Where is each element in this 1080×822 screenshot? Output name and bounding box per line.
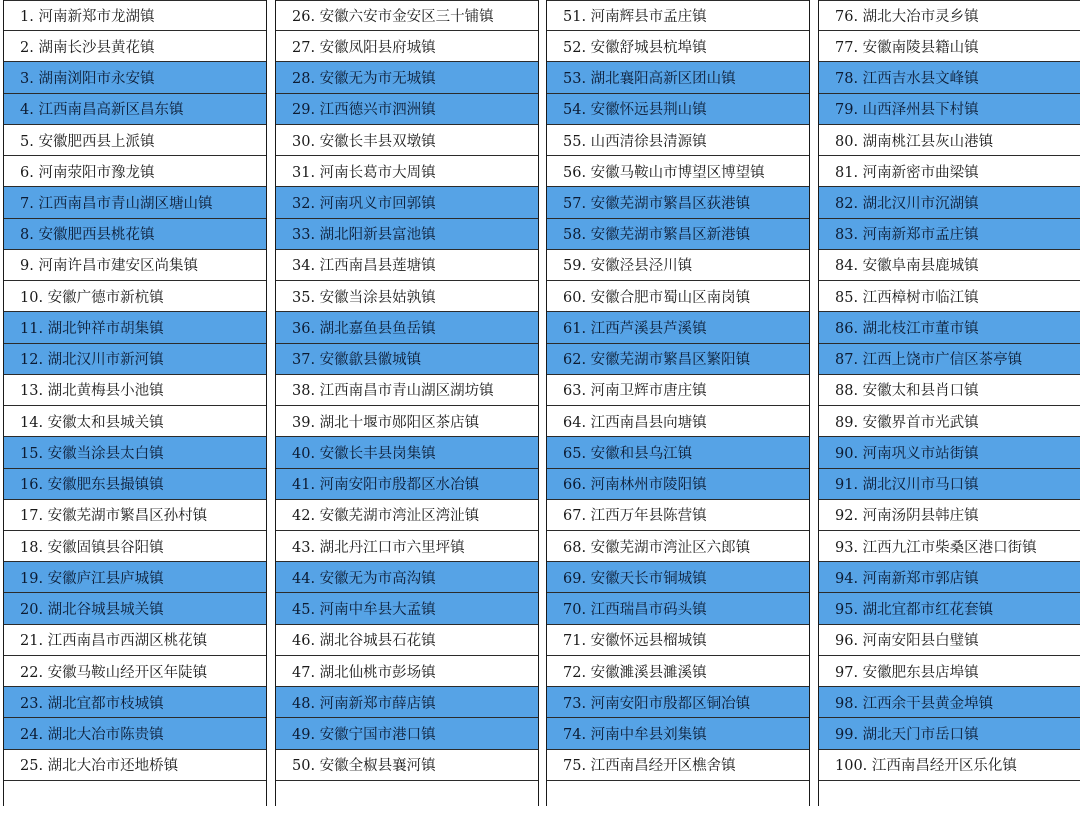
table-row: 64. 江西南昌县向塘镇	[547, 406, 809, 437]
table-row-highlighted: 36. 湖北嘉鱼县鱼岳镇	[276, 312, 538, 343]
table-row: 96. 河南安阳县白璧镇	[819, 625, 1080, 656]
table-row: 42. 安徽芜湖市湾沚区湾沚镇	[276, 500, 538, 531]
table-row: 59. 安徽泾县泾川镇	[547, 250, 809, 281]
table-row-highlighted: 28. 安徽无为市无城镇	[276, 62, 538, 93]
table-row: 75. 江西南昌经开区樵舍镇	[547, 750, 809, 781]
table-row: 51. 河南辉县市孟庄镇	[547, 0, 809, 31]
table-row-highlighted: 16. 安徽肥东县撮镇镇	[4, 469, 266, 500]
table-row-highlighted: 12. 湖北汉川市新河镇	[4, 344, 266, 375]
table-row: 27. 安徽凤阳县府城镇	[276, 31, 538, 62]
table-row-highlighted: 53. 湖北襄阳高新区团山镇	[547, 62, 809, 93]
table-row: 47. 湖北仙桃市彭场镇	[276, 656, 538, 687]
table-row: 97. 安徽肥东县店埠镇	[819, 656, 1080, 687]
table-row-highlighted: 74. 河南中牟县刘集镇	[547, 718, 809, 749]
table-row: 26. 安徽六安市金安区三十铺镇	[276, 0, 538, 31]
table-row: 10. 安徽广德市新杭镇	[4, 281, 266, 312]
table-row: 22. 安徽马鞍山经开区年陡镇	[4, 656, 266, 687]
table-row-highlighted: 4. 江西南昌高新区昌东镇	[4, 94, 266, 125]
table-row-highlighted: 62. 安徽芜湖市繁昌区繁阳镇	[547, 344, 809, 375]
table-row-highlighted: 29. 江西德兴市泗洲镇	[276, 94, 538, 125]
table-row: 21. 江西南昌市西湖区桃花镇	[4, 625, 266, 656]
table-row-highlighted: 23. 湖北宜都市枝城镇	[4, 687, 266, 718]
table-row: 43. 湖北丹江口市六里坪镇	[276, 531, 538, 562]
table-row-highlighted: 86. 湖北枝江市董市镇	[819, 312, 1080, 343]
table-row: 60. 安徽合肥市蜀山区南岗镇	[547, 281, 809, 312]
table-row-highlighted: 32. 河南巩义市回郭镇	[276, 187, 538, 218]
table-row-highlighted: 37. 安徽歙县徽城镇	[276, 344, 538, 375]
table-row: 9. 河南许昌市建安区尚集镇	[4, 250, 266, 281]
table-row-highlighted: 48. 河南新郑市薛店镇	[276, 687, 538, 718]
table-row: 39. 湖北十堰市郧阳区茶店镇	[276, 406, 538, 437]
table-row: 93. 江西九江市柴桑区港口街镇	[819, 531, 1080, 562]
table-row-highlighted: 99. 湖北天门市岳口镇	[819, 718, 1080, 749]
table-row: 38. 江西南昌市青山湖区湖坊镇	[276, 375, 538, 406]
table-row: 89. 安徽界首市光武镇	[819, 406, 1080, 437]
table-row: 72. 安徽濉溪县濉溪镇	[547, 656, 809, 687]
table-row: 77. 安徽南陵县籍山镇	[819, 31, 1080, 62]
table-row-highlighted: 33. 湖北阳新县富池镇	[276, 219, 538, 250]
table-row-highlighted: 7. 江西南昌市青山湖区塘山镇	[4, 187, 266, 218]
table-row-highlighted: 44. 安徽无为市高沟镇	[276, 562, 538, 593]
table-column-4	[818, 0, 1080, 806]
table-row: 71. 安徽怀远县榴城镇	[547, 625, 809, 656]
table-column-2	[275, 0, 539, 806]
table-row: 88. 安徽太和县肖口镇	[819, 375, 1080, 406]
table-row-highlighted: 49. 安徽宁国市港口镇	[276, 718, 538, 749]
table-row-highlighted: 98. 江西余干县黄金埠镇	[819, 687, 1080, 718]
table-row-highlighted: 45. 河南中牟县大孟镇	[276, 593, 538, 624]
table-row: 18. 安徽固镇县谷阳镇	[4, 531, 266, 562]
table-row: 50. 安徽全椒县襄河镇	[276, 750, 538, 781]
table-row: 17. 安徽芜湖市繁昌区孙村镇	[4, 500, 266, 531]
table-row-highlighted: 91. 湖北汉川市马口镇	[819, 469, 1080, 500]
table-row: 34. 江西南昌县莲塘镇	[276, 250, 538, 281]
table-row-highlighted: 19. 安徽庐江县庐城镇	[4, 562, 266, 593]
table-row-highlighted: 15. 安徽当涂县太白镇	[4, 437, 266, 468]
table-row: 85. 江西樟树市临江镇	[819, 281, 1080, 312]
table-row: 84. 安徽阜南县鹿城镇	[819, 250, 1080, 281]
table-row: 92. 河南汤阴县韩庄镇	[819, 500, 1080, 531]
table-row: 13. 湖北黄梅县小池镇	[4, 375, 266, 406]
table-row-highlighted: 65. 安徽和县乌江镇	[547, 437, 809, 468]
table-row-highlighted: 83. 河南新郑市孟庄镇	[819, 219, 1080, 250]
table-row-highlighted: 11. 湖北钟祥市胡集镇	[4, 312, 266, 343]
table-row-highlighted: 58. 安徽芜湖市繁昌区新港镇	[547, 219, 809, 250]
table-row: 80. 湖南桃江县灰山港镇	[819, 125, 1080, 156]
table-row-highlighted: 54. 安徽怀远县荆山镇	[547, 94, 809, 125]
table-row-highlighted: 82. 湖北汉川市沉湖镇	[819, 187, 1080, 218]
table-row: 68. 安徽芜湖市湾沚区六郎镇	[547, 531, 809, 562]
table-row-highlighted: 90. 河南巩义市站街镇	[819, 437, 1080, 468]
table-row: 46. 湖北谷城县石花镇	[276, 625, 538, 656]
table-row-highlighted: 57. 安徽芜湖市繁昌区荻港镇	[547, 187, 809, 218]
table-row: 56. 安徽马鞍山市博望区博望镇	[547, 156, 809, 187]
table-column-3	[546, 0, 810, 806]
table-column-1	[3, 0, 267, 806]
table-row-highlighted: 78. 江西吉水县文峰镇	[819, 62, 1080, 93]
table-row-highlighted: 87. 江西上饶市广信区茶亭镇	[819, 344, 1080, 375]
table-row: 76. 湖北大冶市灵乡镇	[819, 0, 1080, 31]
table-row-highlighted: 41. 河南安阳市殷都区水冶镇	[276, 469, 538, 500]
table-row-highlighted: 24. 湖北大冶市陈贵镇	[4, 718, 266, 749]
table-row: 1. 河南新郑市龙湖镇	[4, 0, 266, 31]
table-row-highlighted: 79. 山西泽州县下村镇	[819, 94, 1080, 125]
table-row: 81. 河南新密市曲梁镇	[819, 156, 1080, 187]
table-row: 30. 安徽长丰县双墩镇	[276, 125, 538, 156]
table-row: 100. 江西南昌经开区乐化镇	[819, 750, 1080, 781]
table-row: 14. 安徽太和县城关镇	[4, 406, 266, 437]
table-row: 25. 湖北大冶市还地桥镇	[4, 750, 266, 781]
table-row: 6. 河南荥阳市豫龙镇	[4, 156, 266, 187]
table-row-highlighted: 40. 安徽长丰县岗集镇	[276, 437, 538, 468]
table-row-highlighted: 69. 安徽天长市铜城镇	[547, 562, 809, 593]
table-row: 63. 河南卫辉市唐庄镇	[547, 375, 809, 406]
table-row-highlighted: 3. 湖南浏阳市永安镇	[4, 62, 266, 93]
table-row: 67. 江西万年县陈营镇	[547, 500, 809, 531]
table-row-highlighted: 73. 河南安阳市殷都区铜冶镇	[547, 687, 809, 718]
table-row-highlighted: 61. 江西芦溪县芦溪镇	[547, 312, 809, 343]
table-row: 5. 安徽肥西县上派镇	[4, 125, 266, 156]
table-row: 55. 山西清徐县清源镇	[547, 125, 809, 156]
table-row: 52. 安徽舒城县杭埠镇	[547, 31, 809, 62]
table-row: 35. 安徽当涂县姑孰镇	[276, 281, 538, 312]
table-row-highlighted: 94. 河南新郑市郭店镇	[819, 562, 1080, 593]
table-row: 31. 河南长葛市大周镇	[276, 156, 538, 187]
table-row-highlighted: 20. 湖北谷城县城关镇	[4, 593, 266, 624]
table-row: 2. 湖南长沙县黄花镇	[4, 31, 266, 62]
table-row-highlighted: 70. 江西瑞昌市码头镇	[547, 593, 809, 624]
table-row-highlighted: 8. 安徽肥西县桃花镇	[4, 219, 266, 250]
table-row-highlighted: 95. 湖北宜都市红花套镇	[819, 593, 1080, 624]
table-row-highlighted: 66. 河南林州市陵阳镇	[547, 469, 809, 500]
